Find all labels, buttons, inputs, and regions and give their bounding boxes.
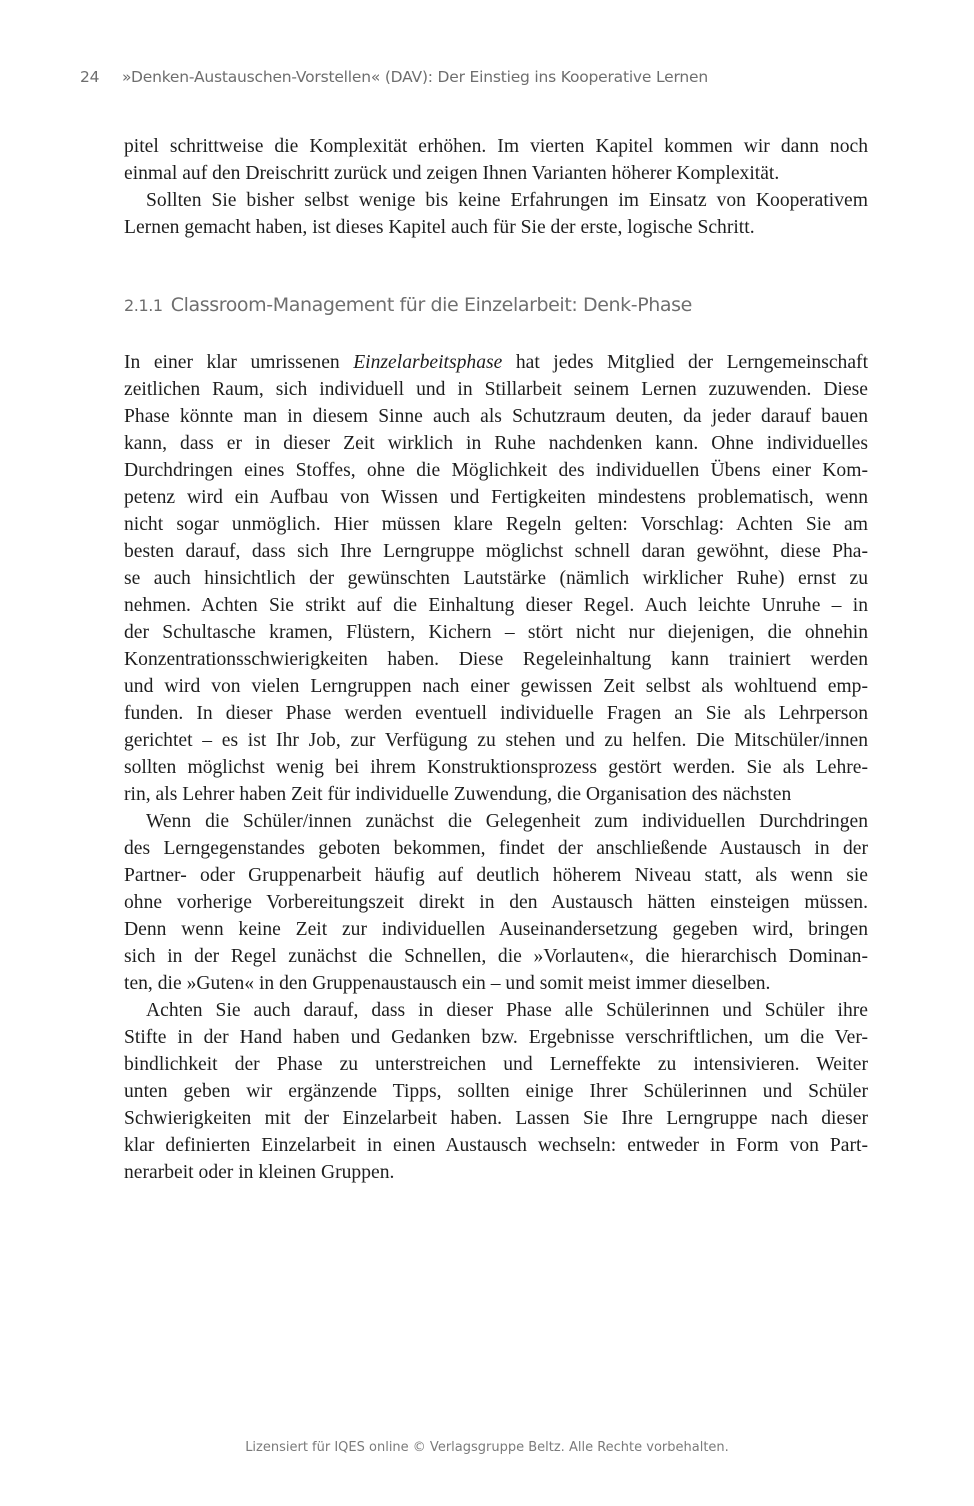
text-line: sich in der Regel zunächst die Schnellen, die »Vorlauten«, die hierarchisch Dominan- [124,946,868,967]
text-line: nicht sogar unmöglich. Hier müssen klare Regeln gelten: Vorschlag: Achten Sie am [124,514,868,535]
text-line: klar definierten Einzelarbeit in einen Austausch wechseln: entweder in Form von Part- [124,1135,868,1156]
section-number: 2.1.1 [124,296,163,315]
text-line: sollten möglichst wenig bei ihrem Konstruktionsprozess gestört werden. Sie als Lehre- [124,757,868,778]
page-number: 24 [80,68,100,86]
license-footer: Lizensiert für IQES online © Verlagsgruppe Beltz. Alle Rechte vorbehalten. [245,1440,729,1455]
text-line: petenz wird ein Aufbau von Wissen und Fertigkeiten mindestens problematisch, wenn [124,487,868,508]
text-line: Achten Sie auch darauf, dass in dieser Phase alle Schülerinnen und Schüler ihre [146,1000,868,1021]
text-line: ten, die »Guten« in den Gruppenaustausch ein – und somit meist immer dieselben. [124,973,771,994]
text-line: nerarbeit oder in kleinen Gruppen. [124,1162,395,1183]
text-line: Phase könnte man in diesem Sinne auch als Schutzraum deuten, da jeder darauf bauen [124,406,868,427]
text-line: Durchdringen eines Stoffes, ohne die Möglichkeit des individuellen Übens einer Kom- [124,460,868,481]
text-line: der Schultasche kramen, Flüstern, Kichern – stört nicht nur diejenigen, die ohnehin [124,622,868,643]
emphasized-term: Einzelarbeitsphase [353,352,503,373]
intro-paragraph-2 [124,187,868,241]
text-line: Sollten Sie bisher selbst wenige bis keine Erfahrungen im Einsatz von Kooperativem [146,190,868,211]
text-line: des Lerngegenstandes geboten bekommen, findet der anschließende Austausch in der [124,838,868,859]
text-line: Lernen gemacht haben, ist dieses Kapitel auch für Sie der erste, logische Schritt. [124,217,755,238]
text-line: unten geben wir ergänzende Tipps, sollten einige Ihrer Schülerinnen und Schüler [124,1081,868,1102]
intro-paragraph-1 [124,133,868,187]
text-line: Schwierigkeiten mit der Einzelarbeit haben. Lassen Sie Ihre Lerngruppe nach dieser [124,1108,868,1129]
text-line: funden. In dieser Phase werden eventuell individuelle Fragen an Sie als Lehrperson [124,703,868,724]
text-line [124,349,868,376]
text-line: kann, dass er in dieser Zeit wirklich in Ruhe nachdenken kann. Ohne individuelles [124,433,868,454]
text-line: Wenn die Schüler/innen zunächst die Gelegenheit zum individuellen Durchdringen [146,811,868,832]
text-line: zeitlichen Raum, sich individuell und in Stillarbeit seinem Lernen zuzuwenden. Diese [124,379,868,400]
text-line: rin, als Lehrer haben Zeit für individuelle Zuwendung, die Organisation des nächsten [124,784,792,805]
text-run: hat jedes Mitglied der Lerngemeinschaft [502,352,869,373]
text-line: besten darauf, dass sich Ihre Lerngruppe möglichst schnell daran gewöhnt, diese Pha- [124,541,868,562]
running-head-title: »Denken-Austauschen-Vorstellen« (DAV): Der Einstieg ins Kooperative Lernen [122,68,708,86]
text-line: nehmen. Achten Sie strikt auf die Einhaltung dieser Regel. Auch leichte Unruhe – in [124,595,868,616]
body-text [124,349,868,1186]
text-run: In einer klar umrissenen [124,352,354,373]
text-line: Konzentrationsschwierigkeiten haben. Diese Regeleinhaltung kann trainiert werden [124,649,868,670]
text-line: einmal auf den Dreischritt zurück und zeigen Ihnen Varianten höherer Komplexität. [124,163,780,184]
text-line: Partner- oder Gruppenarbeit häufig auf deutlich höherem Niveau statt, als wenn sie [124,865,868,886]
text-line: se auch hinsichtlich der gewünschten Lautstärke (nämlich wirklicher Ruhe) ernst zu [124,568,868,589]
text-line: bindlichkeit der Phase zu unterstreichen und Lerneffekte zu intensivieren. Weiter [124,1054,868,1075]
body-paragraph-3 [124,997,868,1186]
section-heading [124,294,692,316]
text-line: pitel schrittweise die Komplexität erhöhen. Im vierten Kapitel kommen wir dann noch [124,136,868,157]
body-paragraph-2 [124,808,868,997]
text-line: und wird von vielen Lerngruppen nach einer gewissen Zeit selbst als wohltuend emp- [124,676,868,697]
intro-text [124,133,868,241]
text-line: Denn wenn keine Zeit zur individuellen Auseinandersetzung gegeben wird, bringen [124,919,868,940]
text-line: ohne vorherige Vorbereitungszeit direkt in den Austausch hätten einsteigen müssen. [124,892,868,913]
text-line: Stifte in der Hand haben und Gedanken bzw. Ergebnisse verschriftlichen, um die Ver- [124,1027,868,1048]
text-line: gerichtet – es ist Ihr Job, zur Verfügung zu stehen und zu helfen. Die Mitschüler/innen [124,730,868,751]
running-head [80,68,880,86]
body-paragraph-1 [124,349,868,808]
section-title: Classroom-Management für die Einzelarbeit: Denk-Phase [170,294,692,316]
